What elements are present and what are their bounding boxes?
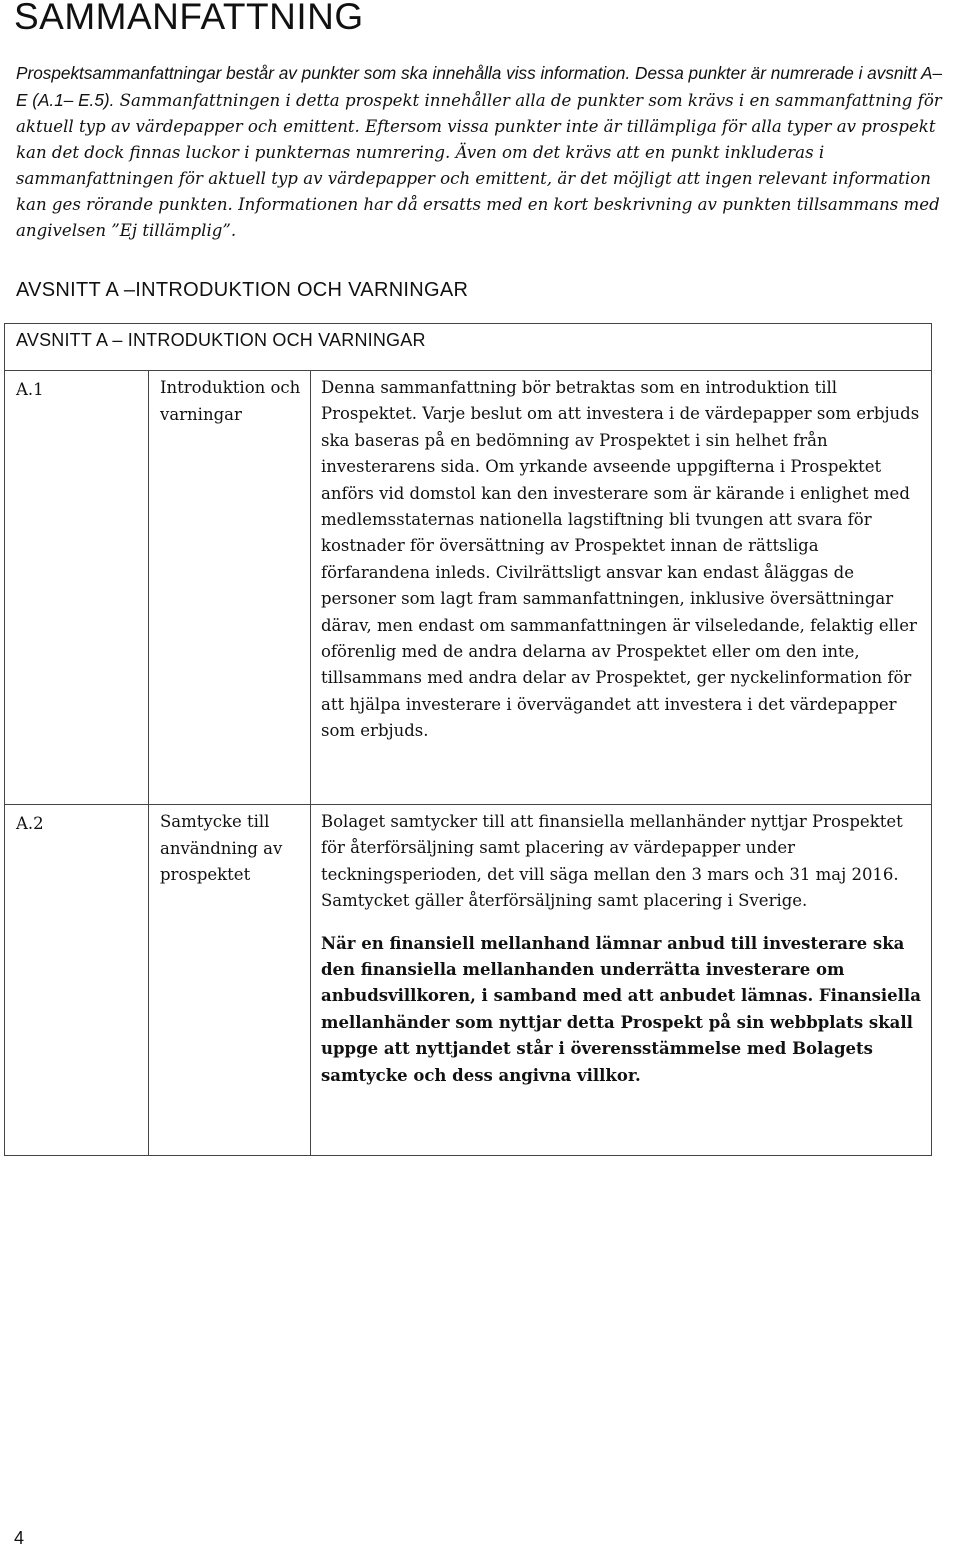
page-number: 4 bbox=[14, 1528, 25, 1548]
row-text-a2-container bbox=[311, 805, 932, 1156]
table-row-a1 bbox=[5, 371, 932, 805]
row-id-a1: A.1 bbox=[5, 371, 149, 805]
table-row-a2 bbox=[5, 805, 932, 1156]
intro-part-3: Eftersom vissa punkter inte är tillämpliga för alla typer av prospekt kan det dock finnas luckor i punkternas numrering. Även om det krävs att en punkt inkluderas i sammanfattningen för aktuell typ av värdepapper och emittent, är det möjligt att ingen relevant information kan ges rörande punkten. Informationen har då ersatts med en kort beskrivning av punkten tillsammans med angivelsen ”Ej tillämplig”. bbox=[16, 117, 940, 240]
row-text-a2: Bolaget samtycker till att finansiella mellanhänder nyttjar Prospektet för återförsäljning samt placering av värdepapper under teckningsperioden, det vill säga mellan den 3 mars och 31 maj 2016. Samtycket gäller återförsäljning samt placering i Sverige. bbox=[321, 812, 903, 911]
row-topic-a1: Introduktion och varningar bbox=[149, 371, 311, 805]
intro-part-1: Prospektsammanfattningar består av punkter som ska innehålla viss information. Dessa punkter är numrerade i avsnitt A–E (A.1– E.5). bbox=[16, 63, 943, 110]
section-heading: AVSNITT A –INTRODUKTION OCH VARNINGAR bbox=[16, 279, 469, 301]
row-topic-a2: Samtycke till användning av prospektet bbox=[149, 805, 311, 1156]
row-text-a1: Denna sammanfattning bör betraktas som en introduktion till Prospektet. Varje beslut om att investera i de värdepapper som erbjuds ska baseras på en bedömning av Prospektet i sin helhet från investerarens sida. Om yrkande avseende uppgifterna i Prospektet anförs vid domstol kan den investerare som är kärande i enlighet med medlemsstaternas nationella lagstiftning bli tvungen att svara för kostnader för översättning av Prospektet innan de rättsliga förfarandena inleds. Civilrättsligt ansvar kan endast åläggas de personer som lagt fram sammanfattningen, inklusive översättningar därav, men endast om sammanfattningen är vilseledande, felaktig eller oförenlig med de andra delarna av Prospektet eller om den inte, tillsammans med andra delar av Prospektet, ger nyckelinformation för att hjälpa investerare i övervägandet att investera i det värdepapper som erbjuds. bbox=[311, 371, 932, 805]
row-id-a2: A.2 bbox=[5, 805, 149, 1156]
intro-part-2: Sammanfattningen i detta prospekt innehåller alla de punkter som krävs i en sammanfattning för aktuell typ av värdepapper och emittent. bbox=[16, 91, 942, 136]
summary-table bbox=[4, 323, 932, 1156]
table-header-cell: AVSNITT A – INTRODUKTION OCH VARNINGAR bbox=[5, 324, 932, 371]
table-header-row bbox=[5, 324, 932, 371]
page-title: SAMMANFATTNING bbox=[14, 0, 364, 37]
row-bold-text-a2: När en finansiell mellanhand lämnar anbud till investerare ska den finansiella mellanhanden underrätta investerare om anbudsvillkoren, i samband med att anbudet lämnas. Finansiella mellanhänder som nyttjar detta Prospekt på sin webbplats skall uppge att nyttjandet står i överensstämmelse med Bolagets samtycke och dess angivna villkor. bbox=[321, 933, 921, 1085]
intro-paragraph bbox=[16, 60, 951, 244]
